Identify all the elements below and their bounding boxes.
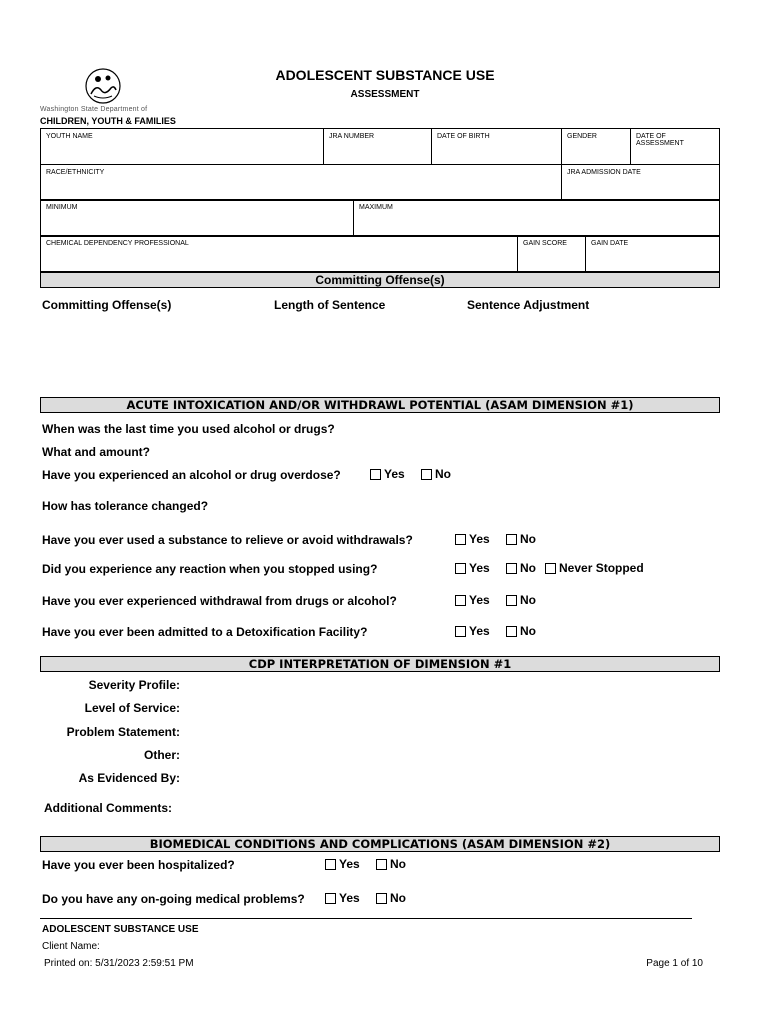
no-label: No (390, 857, 406, 871)
no-label: No (520, 532, 536, 546)
gain-date-field[interactable] (586, 236, 720, 272)
date-of-birth-field[interactable] (432, 129, 562, 165)
hospitalized-yes-checkbox[interactable] (325, 857, 360, 871)
cdp-label: CHEMICAL DEPENDENCY PROFESSIONAL (46, 240, 189, 247)
committing-offense-column: Committing Offense(s) (42, 298, 172, 312)
overdose-yes-checkbox[interactable] (370, 467, 405, 481)
jra-number-field[interactable] (324, 129, 432, 165)
dim1-question-reaction-stopping: Did you experience any reaction when you stopped using? (42, 562, 378, 576)
as-evidenced-by-label: As Evidenced By: (78, 771, 180, 785)
yes-label: Yes (384, 467, 405, 481)
gender-field[interactable] (562, 129, 631, 165)
committing-offense-header: Committing Offense(s) (40, 272, 720, 288)
agency-name-line1: Washington State Department of (40, 106, 148, 113)
overdose-no-checkbox[interactable] (421, 467, 451, 481)
race-row (40, 164, 720, 201)
jra-admission-date-label: JRA ADMISSION DATE (567, 169, 641, 176)
date-of-assessment-field[interactable] (631, 129, 720, 165)
document-subtitle: ASSESSMENT (350, 89, 420, 100)
relieve-yes-checkbox[interactable] (455, 532, 490, 546)
gain-date-label: GAIN DATE (591, 240, 629, 247)
no-label: No (520, 624, 536, 638)
youth-name-label: YOUTH NAME (46, 133, 93, 140)
medical-yes-checkbox[interactable] (325, 891, 360, 905)
yes-label: Yes (469, 532, 490, 546)
level-of-service-label: Level of Service: (84, 701, 180, 715)
reaction-never-stopped-checkbox[interactable] (545, 561, 644, 575)
dimension-2-header: BIOMEDICAL CONDITIONS AND COMPLICATIONS (ASAM DIMENSION #2) (40, 836, 720, 852)
dim1-question-tolerance: How has tolerance changed? (42, 499, 209, 513)
no-label: No (390, 891, 406, 905)
dim1-question-what-amount: What and amount? (42, 445, 150, 459)
youth-info-table (40, 128, 720, 165)
severity-profile-label: Severity Profile: (88, 678, 180, 692)
yes-label: Yes (339, 891, 360, 905)
problem-statement-label: Problem Statement: (66, 725, 180, 739)
cdp-field[interactable] (41, 236, 518, 272)
yes-label: Yes (469, 624, 490, 638)
dim1-question-last-use: When was the last time you used alcohol or drugs? (42, 422, 335, 436)
cdp-row (40, 235, 720, 272)
gain-score-label: GAIN SCORE (523, 240, 567, 247)
footer-title: ADOLESCENT SUBSTANCE USE (42, 924, 199, 935)
race-ethnicity-field[interactable] (41, 165, 562, 201)
dim2-question-medical-problems: Do you have any on-going medical problems? (42, 892, 305, 906)
footer-page-number: Page 1 of 10 (646, 958, 703, 969)
additional-comments-label: Additional Comments: (44, 801, 172, 815)
medical-no-checkbox[interactable] (376, 891, 406, 905)
no-label: No (520, 593, 536, 607)
sentence-range-row (40, 199, 720, 237)
yes-label: Yes (339, 857, 360, 871)
no-label: No (520, 561, 536, 575)
maximum-label: MAXIMUM (359, 204, 393, 211)
dim1-question-overdose: Have you experienced an alcohol or drug overdose? (42, 468, 341, 482)
date-of-birth-label: DATE OF BIRTH (437, 133, 490, 140)
dim1-question-withdrawal: Have you ever experienced withdrawal from drugs or alcohol? (42, 594, 397, 608)
cdp-interpretation-header: CDP INTERPRETATION OF DIMENSION #1 (40, 656, 720, 672)
other-label: Other: (144, 748, 180, 762)
maximum-field[interactable] (354, 200, 720, 237)
dimension-1-header: ACUTE INTOXICATION AND/OR WITHDRAWL POTENTIAL (ASAM DIMENSION #1) (40, 397, 720, 413)
detox-yes-checkbox[interactable] (455, 624, 490, 638)
youth-name-field[interactable] (41, 129, 324, 165)
no-label: No (435, 467, 451, 481)
gain-score-field[interactable] (518, 236, 586, 272)
jra-number-label: JRA NUMBER (329, 133, 375, 140)
length-of-sentence-column: Length of Sentence (274, 298, 386, 312)
race-ethnicity-label: RACE/ETHNICITY (46, 169, 105, 176)
dim1-question-relieve-withdrawals: Have you ever used a substance to relieve or avoid withdrawals? (42, 533, 413, 547)
relieve-no-checkbox[interactable] (506, 532, 536, 546)
yes-label: Yes (469, 593, 490, 607)
withdrawal-no-checkbox[interactable] (506, 593, 536, 607)
reaction-no-checkbox[interactable] (506, 561, 536, 575)
jra-admission-date-field[interactable] (562, 165, 720, 201)
detox-no-checkbox[interactable] (506, 624, 536, 638)
date-of-assessment-label: DATE OF ASSESSMENT (636, 133, 684, 147)
dim2-question-hospitalized: Have you ever been hospitalized? (42, 858, 235, 872)
footer-printed-on: Printed on: 5/31/2023 2:59:51 PM (44, 958, 194, 969)
footer-client-name: Client Name: (42, 941, 100, 952)
hospitalized-no-checkbox[interactable] (376, 857, 406, 871)
never-stopped-label: Never Stopped (559, 561, 644, 575)
withdrawal-yes-checkbox[interactable] (455, 593, 490, 607)
minimum-label: MINIMUM (46, 204, 78, 211)
document-title: ADOLESCENT SUBSTANCE USE (275, 67, 495, 83)
sentence-adjustment-column: Sentence Adjustment (467, 298, 590, 312)
gender-label: GENDER (567, 133, 597, 140)
minimum-field[interactable] (41, 200, 354, 237)
footer-divider (40, 918, 692, 919)
yes-label: Yes (469, 561, 490, 575)
agency-name-line2: CHILDREN, YOUTH & FAMILIES (40, 116, 176, 126)
dim1-question-detox: Have you ever been admitted to a Detoxification Facility? (42, 625, 368, 639)
reaction-yes-checkbox[interactable] (455, 561, 490, 575)
